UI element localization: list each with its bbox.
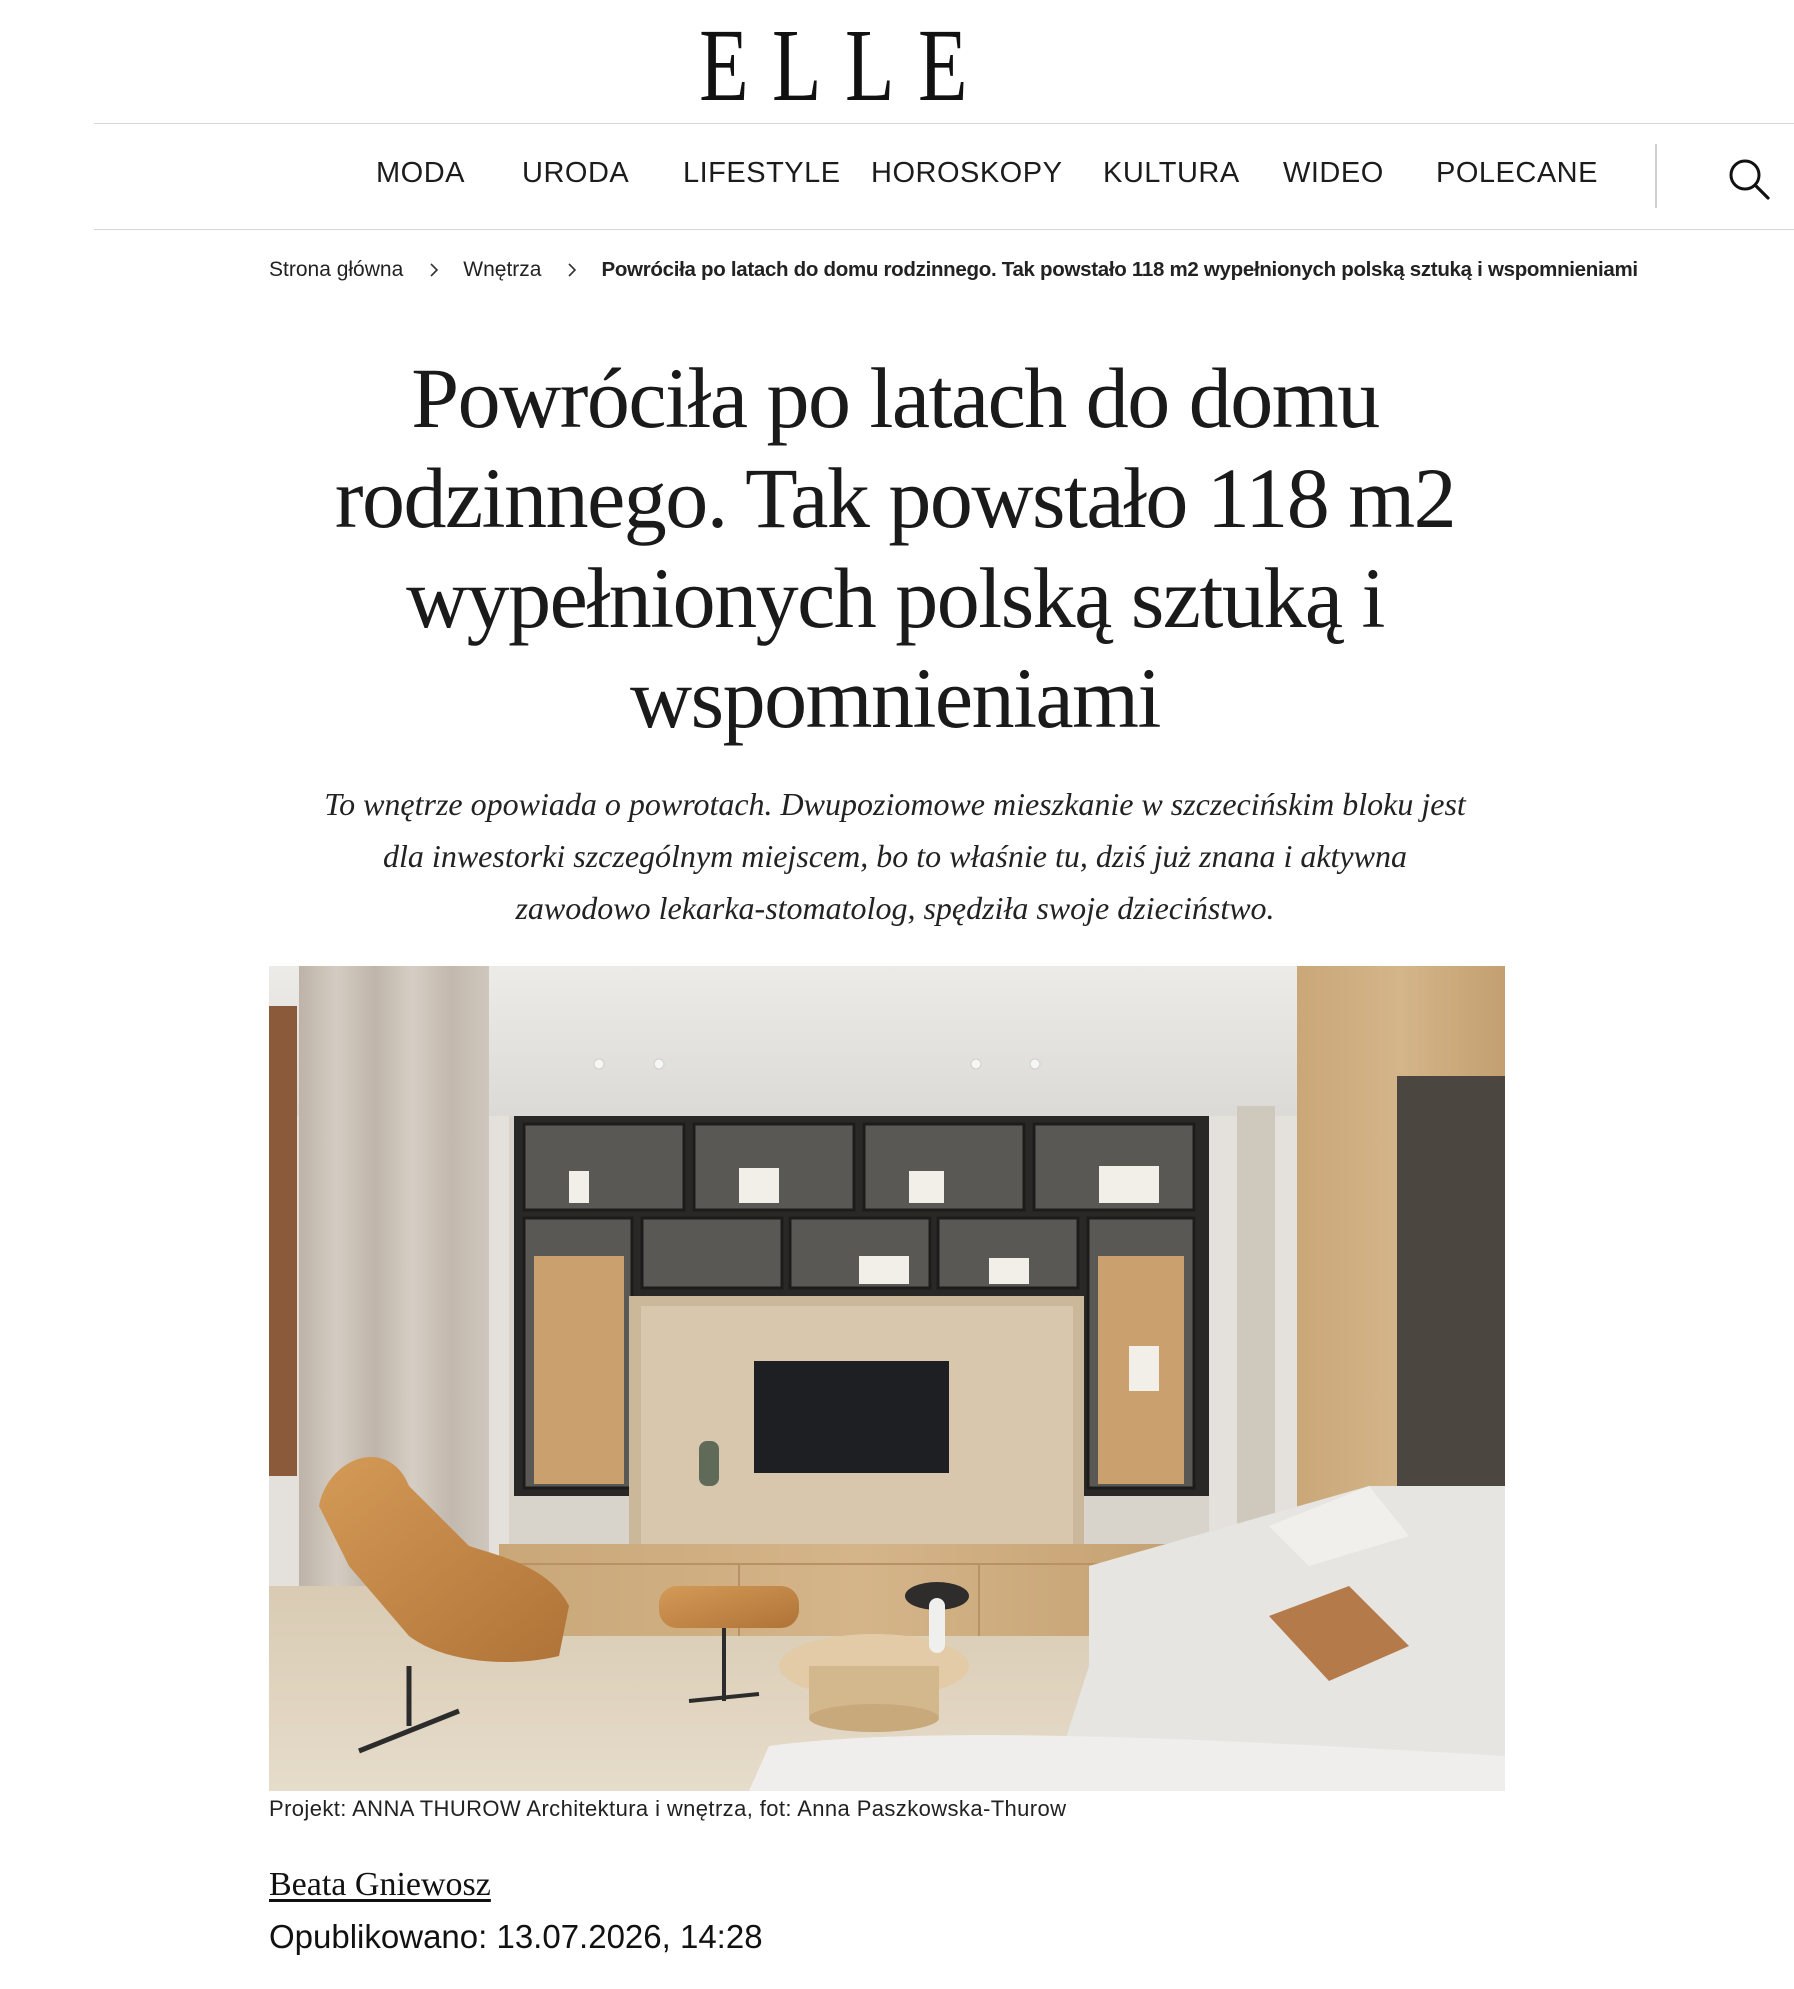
article-title-line: wypełnionych polską sztuką i — [406, 550, 1384, 646]
nav-item-wideo[interactable]: WIDEO — [1283, 157, 1384, 189]
breadcrumb-home[interactable]: Strona główna — [269, 258, 404, 281]
nav-item-moda[interactable]: MODA — [376, 157, 465, 189]
author-link[interactable]: Beata Gniewosz — [269, 1866, 491, 1903]
breadcrumb-current: Powróciła po latach do domu rodzinnego. Tak powstało 118 m2 wypełnionych polską sztuką i wspomnieniami — [601, 258, 1638, 281]
hero-image-living-room[interactable] — [269, 966, 1505, 1791]
elle-logo[interactable]: ELLE — [699, 8, 991, 123]
article-lead-line: dla inwestorki szczególnym miejscem, bo to właśnie tu, dziś już znana i aktywna — [383, 838, 1407, 874]
nav-item-uroda[interactable]: URODA — [522, 157, 630, 189]
article-title — [250, 348, 1540, 748]
main-navigation — [0, 124, 1794, 229]
article-lead-line: To wnętrze opowiada o powrotach. Dwupoziomowe mieszkanie w szczecińskim bloku jest — [324, 786, 1466, 822]
breadcrumb — [269, 258, 1754, 282]
chevron-right-icon — [423, 259, 445, 281]
publish-date: Opublikowano: 13.07.2026, 14:28 — [269, 1918, 763, 1955]
search-button[interactable] — [1726, 156, 1772, 202]
article-title-line: rodzinnego. Tak powstało 118 m2 — [334, 450, 1456, 546]
living-room-illustration — [269, 966, 1505, 1791]
article-title-line: wspomnieniami — [630, 650, 1160, 746]
nav-item-polecane[interactable]: POLECANE — [1436, 157, 1598, 189]
nav-item-kultura[interactable]: KULTURA — [1103, 157, 1240, 189]
article-lead-line: zawodowo lekarka-stomatolog, spędziła swoje dzieciństwo. — [515, 890, 1275, 926]
chevron-right-icon — [561, 259, 583, 281]
nav-divider — [1655, 144, 1657, 208]
breadcrumb-section[interactable]: Wnętrza — [463, 258, 542, 281]
search-icon — [1726, 156, 1772, 202]
article-lead — [262, 778, 1528, 934]
header-divider-bottom — [94, 229, 1794, 230]
nav-item-lifestyle[interactable]: LIFESTYLE — [683, 157, 841, 189]
article-title-line: Powróciła po latach do domu — [411, 350, 1379, 446]
image-caption: Projekt: ANNA THUROW Architektura i wnętrza, fot: Anna Paszkowska-Thurow — [269, 1796, 1067, 1821]
nav-item-horoskopy[interactable]: HOROSKOPY — [871, 157, 1063, 189]
